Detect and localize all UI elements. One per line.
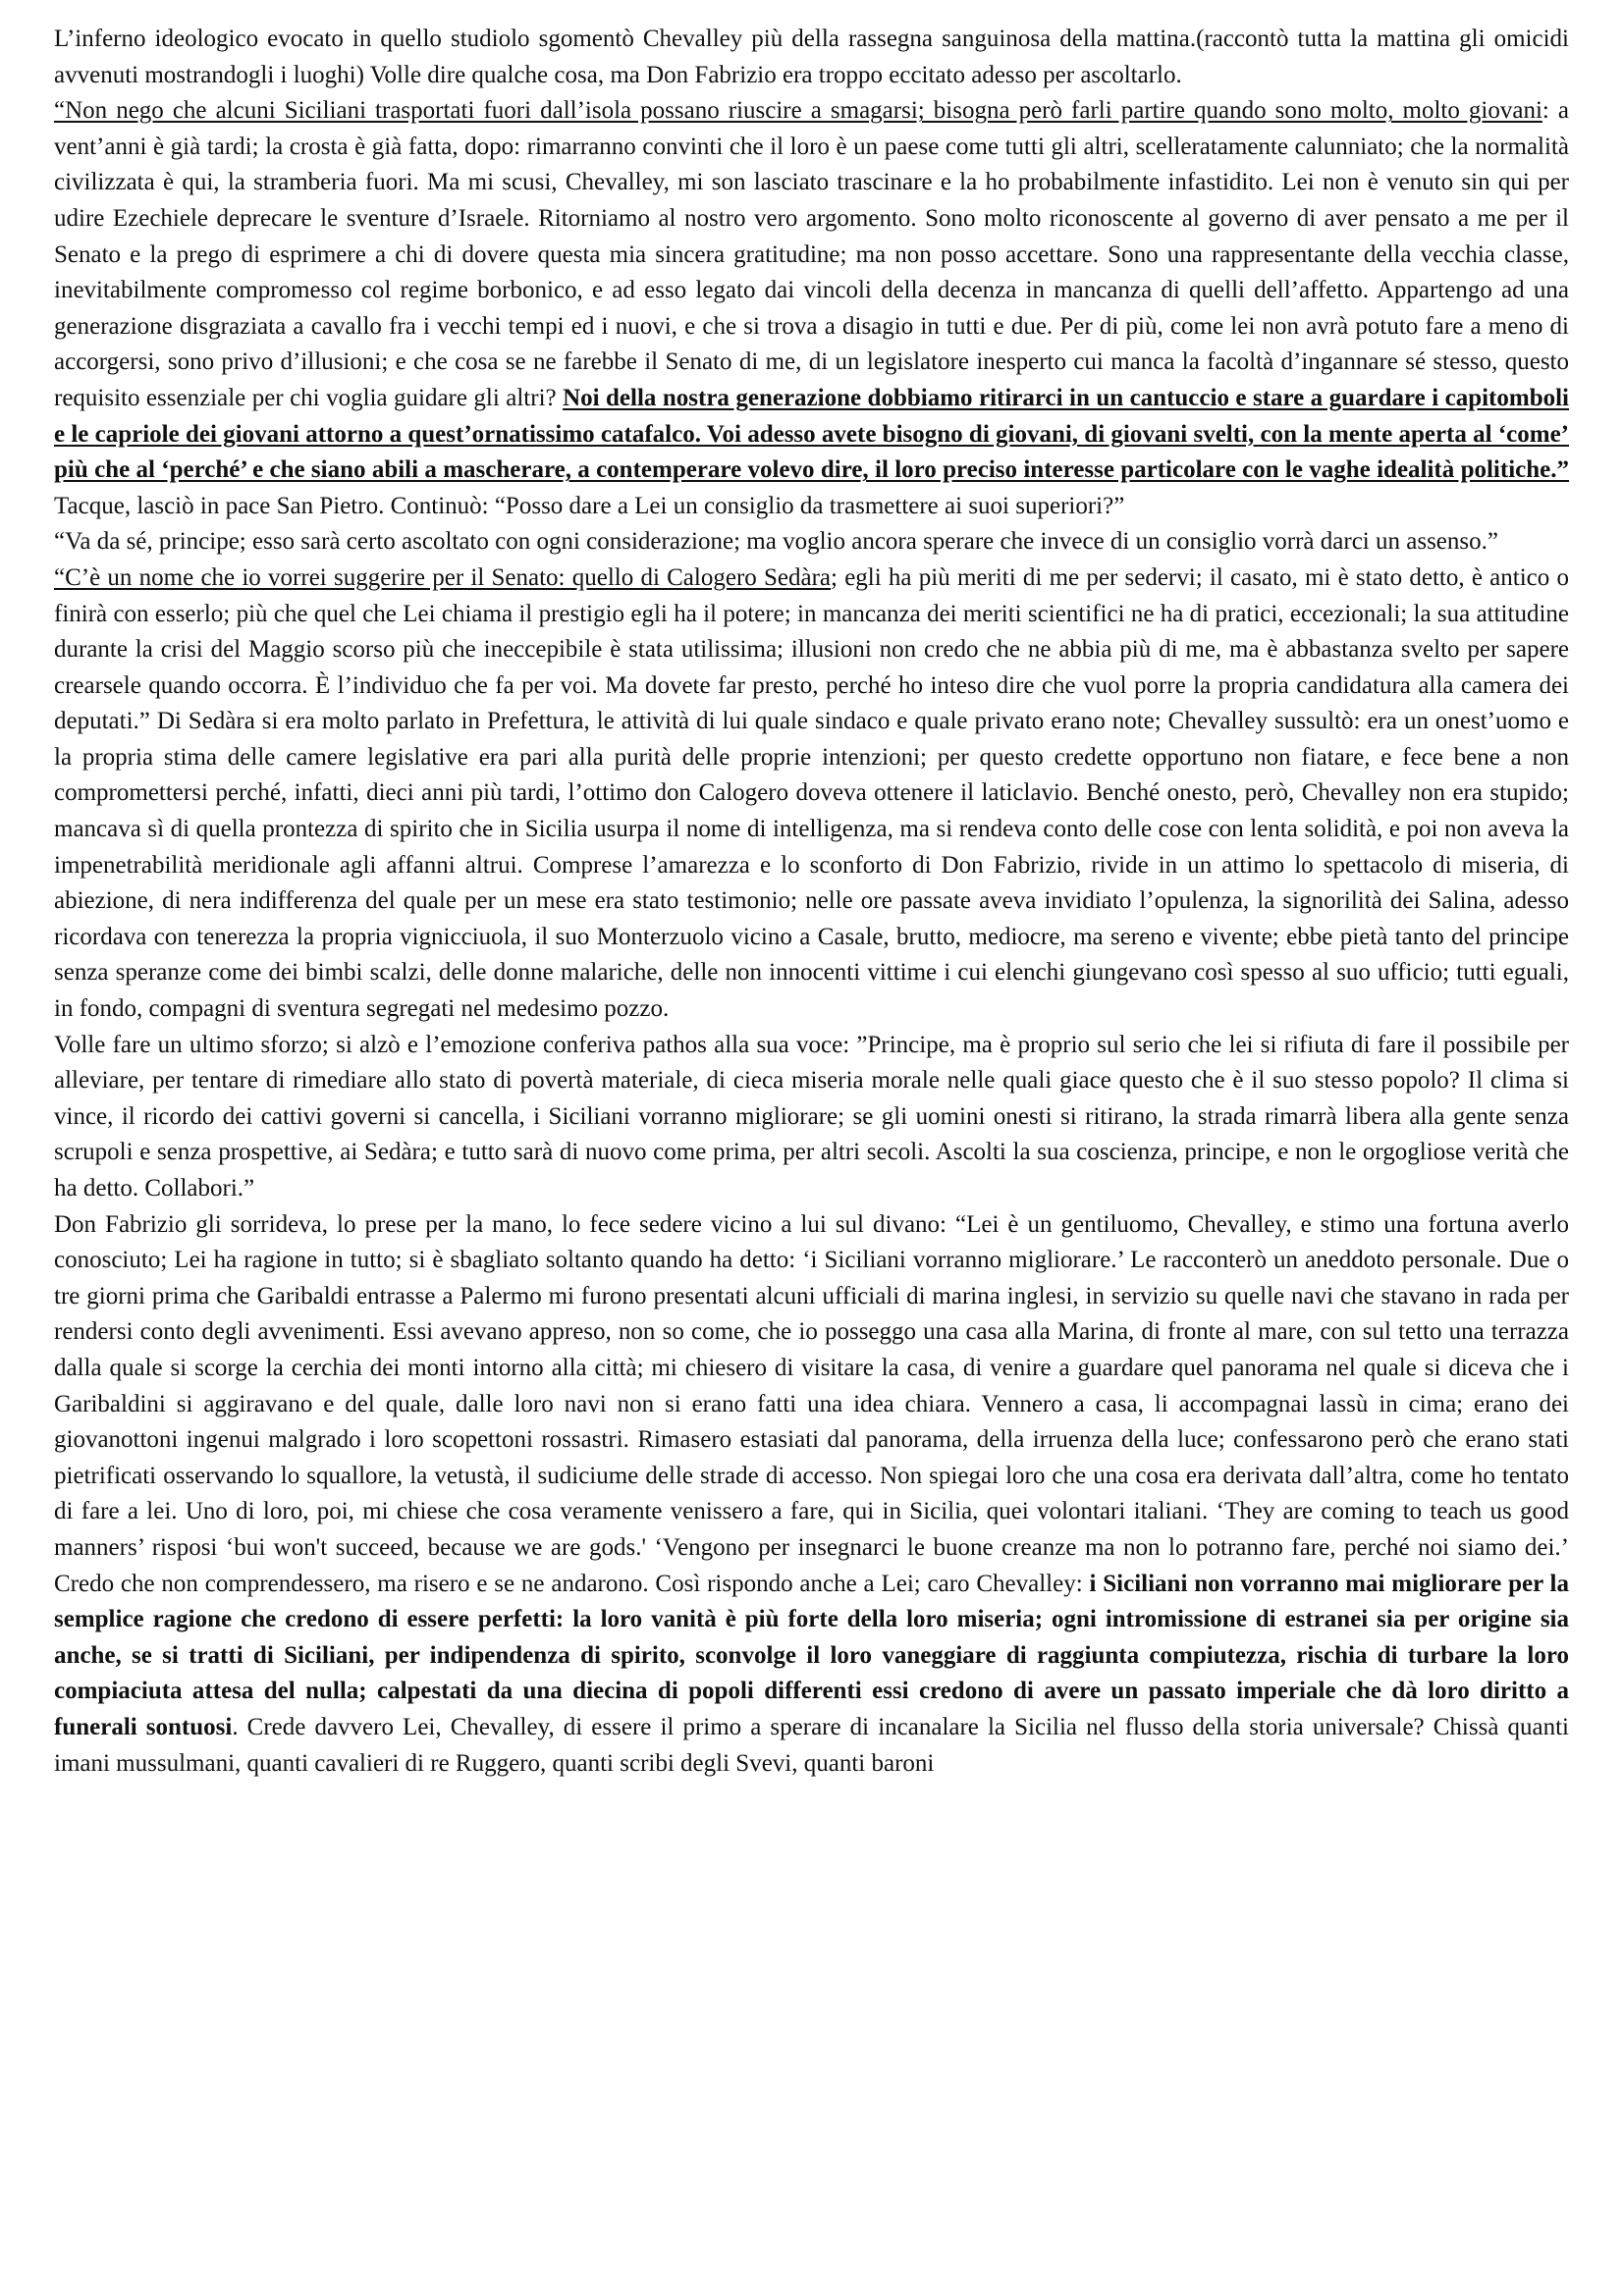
paragraph-6 xyxy=(54,1207,1569,1783)
text-segment: . Crede davvero Lei, Chevalley, di essere il primo a sperare di incanalare la Sicilia nel flusso della storia universale? Chissà quanti imani mussulmani, quanti cavalieri di re Ruggero, quanti scribi degli Svevi, quanti baroni xyxy=(54,1713,1569,1777)
bold-passage: i Siciliani non vorranno mai migliorare per la semplice ragione che credono di essere perfetti: la loro vanità è più forte della loro miseria; ogni intromissione di estranei sia per origine sia anche, se si tratti di Siciliani, per indipendenza di spirito, sconvolge il loro vaneggiare di raggiunta compiutezza, rischia di turbare la loro compiaciuta attesa del nulla; calpestati da una diecina di popoli differenti essi credono di avere un passato imperiale che dà loro diritto a funerali sontuosi xyxy=(54,1570,1569,1740)
document-page xyxy=(54,22,1569,1782)
paragraph-2 xyxy=(54,93,1569,524)
text-segment: Tacque, lasciò in pace San Pietro. Continuò: “Posso dare a Lei un consiglio da trasmettere ai suoi superiori?” xyxy=(54,492,1125,519)
text-segment: Volle fare un ultimo sforzo; si alzò e l’emozione conferiva pathos alla sua voce: ”Principe, ma è proprio sul serio che lei si rifiuta di fare il possibile per alleviare, per tentare di rimediare allo stato di povertà materiale, di cieca miseria morale nelle quali giace questo che è il suo stesso popolo? Il clima si vince, il ricordo dei cattivi governi si cancella, i Siciliani vorranno migliorare; se gli uomini onesti si ritirano, la strada rimarrà libera alla gente senza scrupoli e senza prospettive, ai Sedàra; e tutto sarà di nuovo come prima, per altri secoli. Ascolti la sua coscienza, principe, e non le orgogliose verità che ha detto. Collabori.” xyxy=(54,1031,1569,1201)
text-segment: ; egli ha più meriti di me per sedervi; il casato, mi è stato detto, è antico o finirà con esserlo; più che quel che Lei chiama il prestigio egli ha il potere; in mancanza dei meriti scientifici ne ha di pratici, eccezionali; la sua attitudine durante la crisi del Maggio scorso più che ineccepibile è stata utilissima; illusioni non credo che ne abbia più di me, ma è abbastanza svelto per sapere crearsele quando occorra. È l’individuo che fa per voi. Ma dovete far presto, perché ho inteso dire che vuol porre la propria candidatura alla camera dei deputati.” Di Sedàra si era molto parlato in Prefettura, le attività di lui quale sindaco e quale privato erano note; Chevalley sussultò: era un onest’uomo e la propria stima delle camere legislative era pari alla purità delle proprie intenzioni; per questo credette opportuno non fiatare, e fece bene a non compromettersi perché, infatti, dieci anni più tardi, l’ottimo don Calogero doveva ottenere il laticlavio. Benché onesto, però, Chevalley non era stupido; mancava sì di quella prontezza di spirito che in Sicilia usurpa il nome di intelligenza, ma si rendeva conto delle cose con lenta solidità, e poi non aveva la impenetrabilità meridionale agli affanni altrui. Comprese l’amarezza e lo sconforto di Don Fabrizio, rivide in un attimo lo spettacolo di miseria, di abiezione, di nera indifferenza del quale per un mese era stato testimonio; nelle ore passate aveva invidiato l’opulenza, la signorilità dei Salina, adesso ricordava con tenerezza la propria vignicciuola, il suo Monterzuolo vicino a Casale, brutto, mediocre, ma sereno e vivente; ebbe pietà tanto del principe senza speranze come dei bimbi scalzi, delle donne malariche, delle non innocenti vittime i cui elenchi giungevano così spesso al suo ufficio; tutti eguali, in fondo, compagni di sventura segregati nel medesimo pozzo. xyxy=(54,563,1569,1023)
underlined-quote: “C’è un nome che io vorrei suggerire per il Senato: quello di Calogero Sedàra xyxy=(54,563,832,591)
paragraph-5 xyxy=(54,1028,1569,1207)
paragraph-1 xyxy=(54,22,1569,93)
bold-underlined-quote: Noi della nostra generazione dobbiamo ritirarci in un cantuccio e stare a guardare i capitomboli e le capriole dei giovani attorno a quest’ornatissimo catafalco. Voi adesso avete bisogno di giovani, di giovani svelti, con la mente aperta al ‘come’ più che al ‘perché’ e che siano abili a mascherare, a contemperare volevo dire, il loro preciso interesse particolare con le vaghe idealità politiche.” xyxy=(54,384,1570,484)
text-segment: Don Fabrizio gli sorrideva, lo prese per la mano, lo fece sedere vicino a lui sul divano: “Lei è un gentiluomo, Chevalley, e stimo una fortuna averlo conosciuto; Lei ha ragione in tutto; si è sbagliato soltanto quando ha detto: ‘i Siciliani vorranno migliorare.’ Le racconterò un aneddoto personale. Due o tre giorni prima che Garibaldi entrasse a Palermo mi furono presentati alcuni ufficiali di marina inglesi, in servizio su quelle navi che stavano in rada per rendersi conto degli avvenimenti. Essi avevano appreso, non so come, che io posseggo una casa alla Marina, di fronte al mare, con sul tetto una terrazza dalla quale si scorge la cerchia dei monti intorno alla città; mi chiesero di visitare la casa, di venire a guardare quel panorama nel quale si diceva che i Garibaldini si aggiravano e del quale, dalle loro navi non si erano fatti una idea chiara. Vennero a casa, li accompagnai lassù in cima; erano dei giovanottoni ingenui malgrado i loro scopettoni rossastri. Rimasero estasiati dal panorama, della irruenza della luce; confessarono però che erano stati pietrificati osservando lo squallore, la vetustà, il sudiciume delle strade di accesso. Non spiegai loro che una cosa era derivata dall’altra, come ho tentato di fare a lei. Uno di loro, poi, mi chiese che cosa veramente venissero a fare, qui in Sicilia, quei volontari italiani. ‘They are coming to teach us good manners’ risposi ‘bui won't succeed, because we are gods.' ‘Vengono per insegnarci le buone creanze ma non lo potranno fare, perché noi siamo dei.’ Credo che non comprendessero, ma risero e se ne andarono. Così rispondo anche a Lei; caro Chevalley: xyxy=(54,1210,1569,1597)
underlined-quote: “Non nego che alcuni Siciliani trasportati fuori dall’isola possano riuscire a smagarsi; bisogna però farli partire quando sono molto, molto giovani xyxy=(54,97,1542,125)
text-segment: : a vent’anni è già tardi; la crosta è già fatta, dopo: rimarranno convinti che il loro è un paese come tutti gli altri, scelleratamente calunniato; che la normalità civilizzata è qui, la stramberia fuori. Ma mi scusi, Chevalley, mi son lasciato trascinare e la ho probabilmente infastidito. Lei non è venuto sin qui per udire Ezechiele deprecare le sventure d’Israele. Ritorniamo al nostro vero argomento. Sono molto riconoscente al governo di aver pensato a me per il Senato e la prego di esprimere a chi di dovere questa mia sincera gratitudine; ma non posso accettare. Sono una rappresentante della vecchia classe, inevitabilmente compromesso col regime borbonico, e ad esso legato dai vincoli della decenza in mancanza di quelli dell’affetto. Appartengo ad una generazione disgraziata a cavallo fra i vecchi tempi ed i nuovi, e che si trova a disagio in tutti e due. Per di più, come lei non avrà potuto fare a meno di accorgersi, sono privo d’illusioni; e che cosa se ne farebbe il Senato di me, di un legislatore inesperto cui manca la facoltà d’ingannare sé stesso, questo requisito essenziale per chi voglia guidare gli altri? xyxy=(54,97,1570,411)
text-segment: L’inferno ideologico evocato in quello studiolo sgomentò Chevalley più della rassegna sanguinosa della mattina.(raccontò tutta la mattina gli omicidi avvenuti mostrandogli i luoghi) Volle dire qualche cosa, ma Don Fabrizio era troppo eccitato adesso per ascoltarlo. xyxy=(54,26,1569,88)
paragraph-3 xyxy=(54,524,1569,561)
text-segment: “Va da sé, principe; esso sarà certo ascoltato con ogni considerazione; ma voglio ancora sperare che invece di un consiglio vorrà darci un assenso.” xyxy=(54,528,1498,556)
paragraph-4 xyxy=(54,561,1569,1028)
